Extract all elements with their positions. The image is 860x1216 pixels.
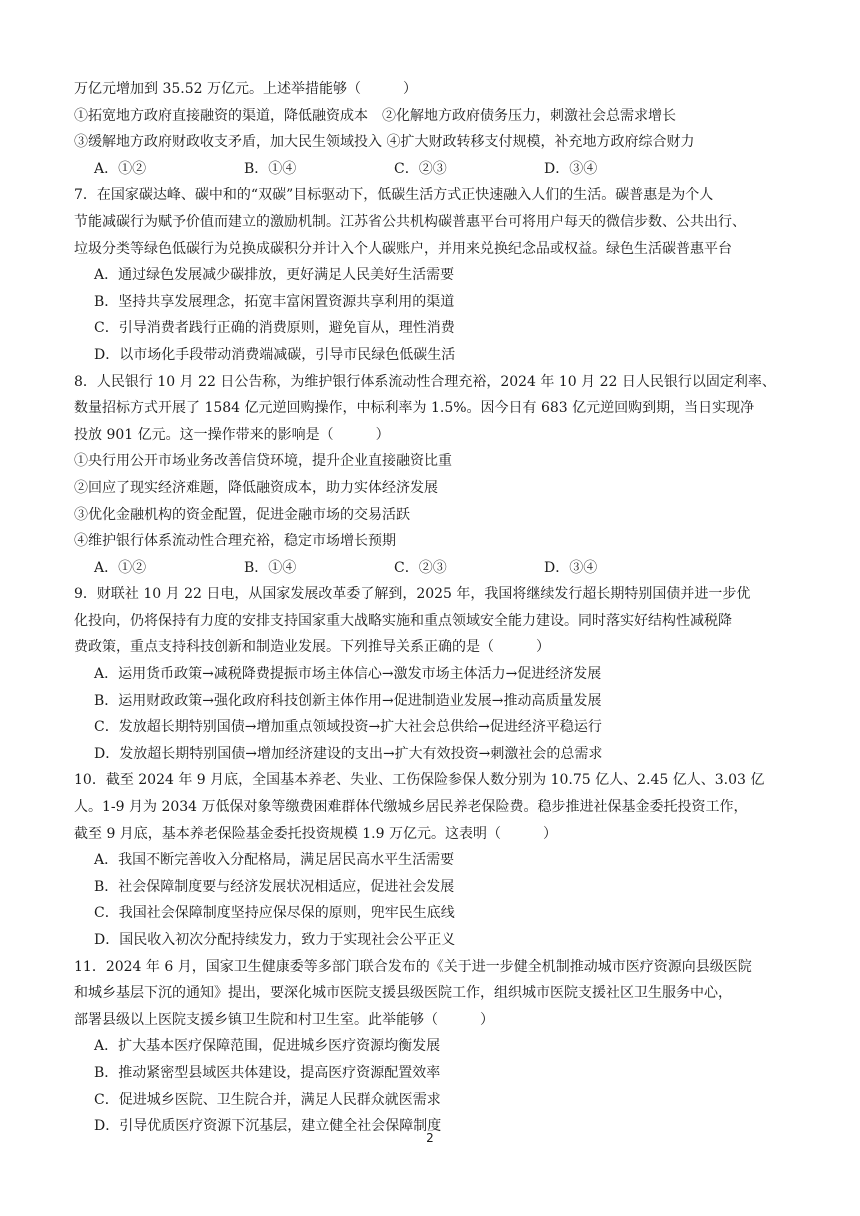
question-stem-line: 垃圾分类等绿色低碳行为兑换成碳积分并计入个人碳账户，并用来兑换纪念品或权益。绿色生活碳普惠平台 xyxy=(74,240,732,257)
option-a: A．我国不断完善收入分配格局，满足居民高水平生活需要 xyxy=(94,852,455,869)
option-c: C．引导消费者践行正确的消费原则，避免盲从，理性消费 xyxy=(94,320,455,337)
question-stem-line: 和城乡基层下沉的通知》提出，要深化城市医院支援县级医院工作，组织城市医院支援社区卫生服务中心， xyxy=(74,985,732,1002)
question-stem-line: 7．在国家碳达峰、碳中和的“双碳”目标驱动下，低碳生活方式正快速融入人们的生活。碳普惠是为个人 xyxy=(74,187,714,204)
statement-line: ①央行用公开市场业务改善信贷环境，提升企业直接融资比重 xyxy=(74,453,452,470)
question-6-continuation xyxy=(74,76,790,182)
question-stem-line: 人。1-9 月为 2034 万低保对象等缴费困难群体代缴城乡居民养老保险费。稳步推进社保基金委托投资工作， xyxy=(74,799,748,816)
choice-b: B．①④ xyxy=(244,160,297,177)
option-d: D．国民收入初次分配持续发力，致力于实现社会公平正义 xyxy=(94,932,456,948)
statement-line: ①拓宽地方政府直接融资的渠道，降低融资成本 ②化解地方政府债务压力，刺激社会总需求增长 xyxy=(74,107,676,124)
option-c: C．我国社会保障制度坚持应保尽保的原则，兜牢民生底线 xyxy=(94,905,455,922)
question-9 xyxy=(74,581,790,767)
option-b: B．运用财政政策→强化政府科技创新主体作用→促进制造业发展→推动高质量发展 xyxy=(94,692,602,709)
choice-d: D．③④ xyxy=(544,559,598,576)
choice-d: D．③④ xyxy=(544,160,598,177)
question-8 xyxy=(74,369,790,582)
questions-body xyxy=(74,76,790,1140)
answer-choices xyxy=(74,555,790,582)
option-a: A．扩大基本医疗保障范围，促进城乡医疗资源均衡发展 xyxy=(94,1038,441,1055)
question-stem-line: 投放 901 亿元。这一操作带来的影响是（ ） xyxy=(74,426,390,443)
statement-line: ②回应了现实经济难题，降低融资成本，助力实体经济发展 xyxy=(74,479,438,496)
option-c: C．促进城乡医院、卫生院合并，满足人民群众就医需求 xyxy=(94,1091,441,1108)
question-stem-line: 万亿元增加到 35.52 万亿元。上述举措能够（ ） xyxy=(74,81,417,97)
question-stem-line: 数量招标方式开展了 1584 亿元逆回购操作，中标利率为 1.5%。因今日有 683 亿元逆回购到期，当日实现净 xyxy=(74,400,755,417)
question-stem-line: 费政策，重点支持科技创新和制造业发展。下列推导关系正确的是（ ） xyxy=(74,639,550,656)
question-stem-line: 11．2024 年 6 月，国家卫生健康委等多部门联合发布的《关于进一步健全机制推动城市医疗资源向县级医院 xyxy=(74,958,752,975)
question-stem-line: 10．截至 2024 年 9 月底，全国基本养老、失业、工伤保险参保人数分别为 10.75 亿人、2.45 亿人、3.03 亿 xyxy=(74,772,765,789)
question-stem-line: 9．财联社 10 月 22 日电，从国家发展改革委了解到，2025 年，我国将继续发行超长期特别国债并进一步优 xyxy=(74,586,751,603)
statement-line: ③优化金融机构的资金配置，促进金融市场的交易活跃 xyxy=(74,506,410,523)
choice-c: C．②③ xyxy=(394,559,447,576)
option-d: D．引导优质医疗资源下沉基层，建立健全社会保障制度 xyxy=(94,1118,442,1135)
choice-c: C．②③ xyxy=(394,160,447,177)
option-b: B．推动紧密型县域医共体建设，提高医疗资源配置效率 xyxy=(94,1064,441,1081)
question-stem-line: 化投向，仍将保持有力度的安排支持国家重大战略实施和重点领域安全能力建设。同时落实好结构性减税降 xyxy=(74,612,732,629)
option-a: A．运用货币政策→减税降费提振市场主体信心→激发市场主体活力→促进经济发展 xyxy=(94,666,602,683)
choice-b: B．①④ xyxy=(244,559,297,576)
choice-a: A．①② xyxy=(94,559,147,576)
answer-choices xyxy=(74,156,790,183)
option-d: D．发放超长期特别国债→增加经济建设的支出→扩大有效投资→刺激社会的总需求 xyxy=(94,745,603,762)
option-b: B．坚持共享发展理念，拓宽丰富闲置资源共享利用的渠道 xyxy=(94,293,455,310)
question-7 xyxy=(74,182,790,368)
option-b: B．社会保障制度要与经济发展状况相适应，促进社会发展 xyxy=(94,878,455,895)
choice-a: A．①② xyxy=(94,160,147,177)
option-a: A．通过绿色发展减少碳排放，更好满足人民美好生活需要 xyxy=(94,267,455,284)
option-d: D．以市场化手段带动消费端减碳，引导市民绿色低碳生活 xyxy=(94,346,456,363)
question-10 xyxy=(74,767,790,953)
option-c: C．发放超长期特别国债→增加重点领域投资→扩大社会总供给→促进经济平稳运行 xyxy=(94,719,602,736)
question-11 xyxy=(74,954,790,1140)
question-stem-line: 部署县级以上医院支援乡镇卫生院和村卫生室。此举能够（ ） xyxy=(74,1011,494,1028)
question-stem-line: 节能减碳行为赋予价值而建立的激励机制。江苏省公共机构碳普惠平台可将用户每天的微信步数、公共出行、 xyxy=(74,213,746,230)
page-number: 2 xyxy=(426,1131,434,1145)
question-stem-line: 截至 9 月底，基本养老保险基金委托投资规模 1.9 万亿元。这表明（ ） xyxy=(74,825,557,842)
question-stem-line: 8．人民银行 10 月 22 日公告称，为维护银行体系流动性合理充裕，2024 年 10 月 22 日人民银行以固定利率、 xyxy=(74,373,776,390)
statement-line: ③缓解地方政府财政收支矛盾，加大民生领域投入 ④扩大财政转移支付规模，补充地方政府综合财力 xyxy=(74,134,695,151)
statement-line: ④维护银行体系流动性合理充裕，稳定市场增长预期 xyxy=(74,533,396,550)
